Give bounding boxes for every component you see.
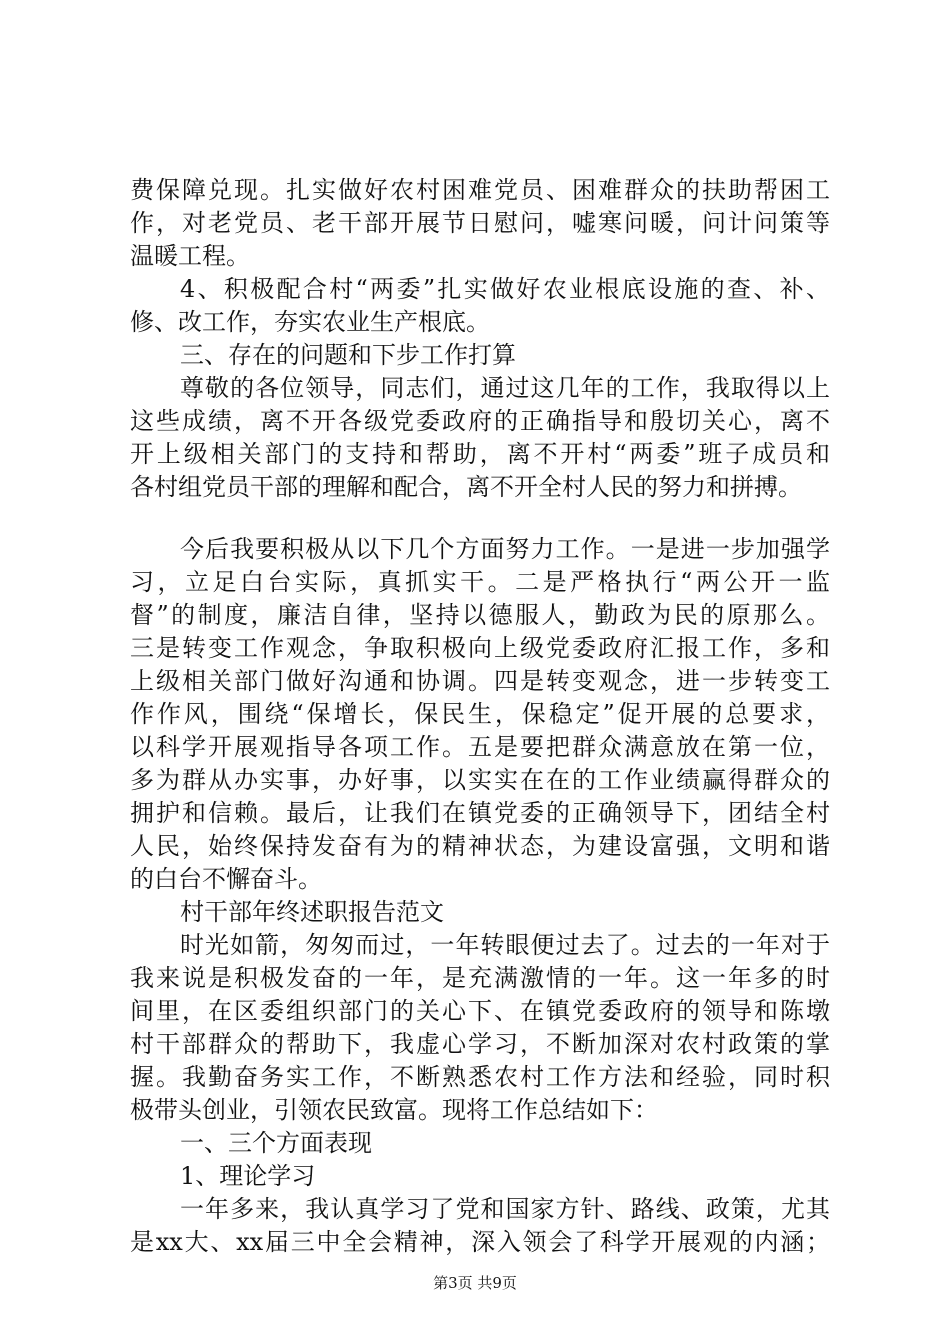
text-line: 一年多来，我认真学习了党和国家方针、路线、政策，尤其 [180, 1195, 830, 1223]
text-line: 费保障兑现。扎实做好农村困难党员、困难群众的扶助帮困工 [130, 176, 830, 204]
text-line: 习，立足白台实际，真抓实干。二是严格执行“两公开一监 [130, 568, 830, 596]
text-line: 我来说是积极发奋的一年，是充满激情的一年。这一年多的时 [130, 964, 830, 992]
text-line: 开上级相关部门的支持和帮助，离不开村“两委”班子成员和 [130, 440, 830, 468]
text-line: 拥护和信赖。最后，让我们在镇党委的正确领导下，团结全村 [130, 799, 830, 827]
text-line: 各村组党员干部的理解和配合，离不开全村人民的努力和拼搏。 [130, 473, 802, 501]
text-line: 间里，在区委组织部门的关心下、在镇党委政府的领导和陈墩 [130, 997, 830, 1025]
text-line: 极带头创业，引领农民致富。现将工作总结如下： [130, 1096, 658, 1124]
text-line: 以科学开展观指导各项工作。五是要把群众满意放在第一位， [130, 733, 830, 761]
blank-line [130, 504, 830, 533]
document-body [130, 174, 830, 1259]
text-line: 村干部群众的帮助下，我虚心学习，不断加深对农村政策的掌 [130, 1030, 830, 1058]
text-line: 三、存在的问题和下步工作打算 [180, 341, 516, 369]
text-line: 督”的制度，廉洁自律，坚持以德服人，勤政为民的原那么。 [130, 601, 830, 629]
text-line: 4、积极配合村“两委”扎实做好农业根底设施的查、补、 [180, 275, 830, 303]
text-line: 时光如箭，匆匆而过，一年转眼便过去了。过去的一年对于 [180, 931, 830, 959]
text-line: 多为群从办实事，办好事，以实实在在的工作业绩赢得群众的 [130, 766, 830, 794]
page-number-footer: 第3页 共9页 [433, 1274, 517, 1292]
text-line: 的白台不懈奋斗。 [130, 865, 322, 893]
text-line: 三是转变工作观念，争取积极向上级党委政府汇报工作，多和 [130, 634, 830, 662]
text-line: 村干部年终述职报告范文 [180, 898, 444, 926]
text-line: 作，对老党员、老干部开展节日慰问，嘘寒问暖，问计问策等 [130, 209, 830, 237]
text-line: 温暖工程。 [130, 242, 250, 270]
text-line: 一、三个方面表现 [180, 1129, 372, 1157]
text-line: 尊敬的各位领导，同志们，通过这几年的工作，我取得以上 [180, 374, 830, 402]
text-line: 是xx大、xx届三中全会精神，深入领会了科学开展观的内涵； [130, 1228, 830, 1256]
text-line: 1、理论学习 [180, 1162, 316, 1190]
text-line: 修、改工作，夯实农业生产根底。 [130, 308, 490, 336]
text-line: 今后我要积极从以下几个方面努力工作。一是进一步加强学 [180, 535, 830, 563]
text-line: 握。我勤奋务实工作，不断熟悉农村工作方法和经验，同时积 [130, 1063, 830, 1091]
text-line: 这些成绩，离不开各级党委政府的正确指导和殷切关心，离不 [130, 407, 830, 435]
text-line: 人民，始终保持发奋有为的精神状态，为建设富强，文明和谐 [130, 832, 830, 860]
text-line: 上级相关部门做好沟通和协调。四是转变观念，进一步转变工 [130, 667, 830, 695]
text-line: 作作风，围绕“保增长，保民生，保稳定”促开展的总要求， [130, 700, 830, 728]
